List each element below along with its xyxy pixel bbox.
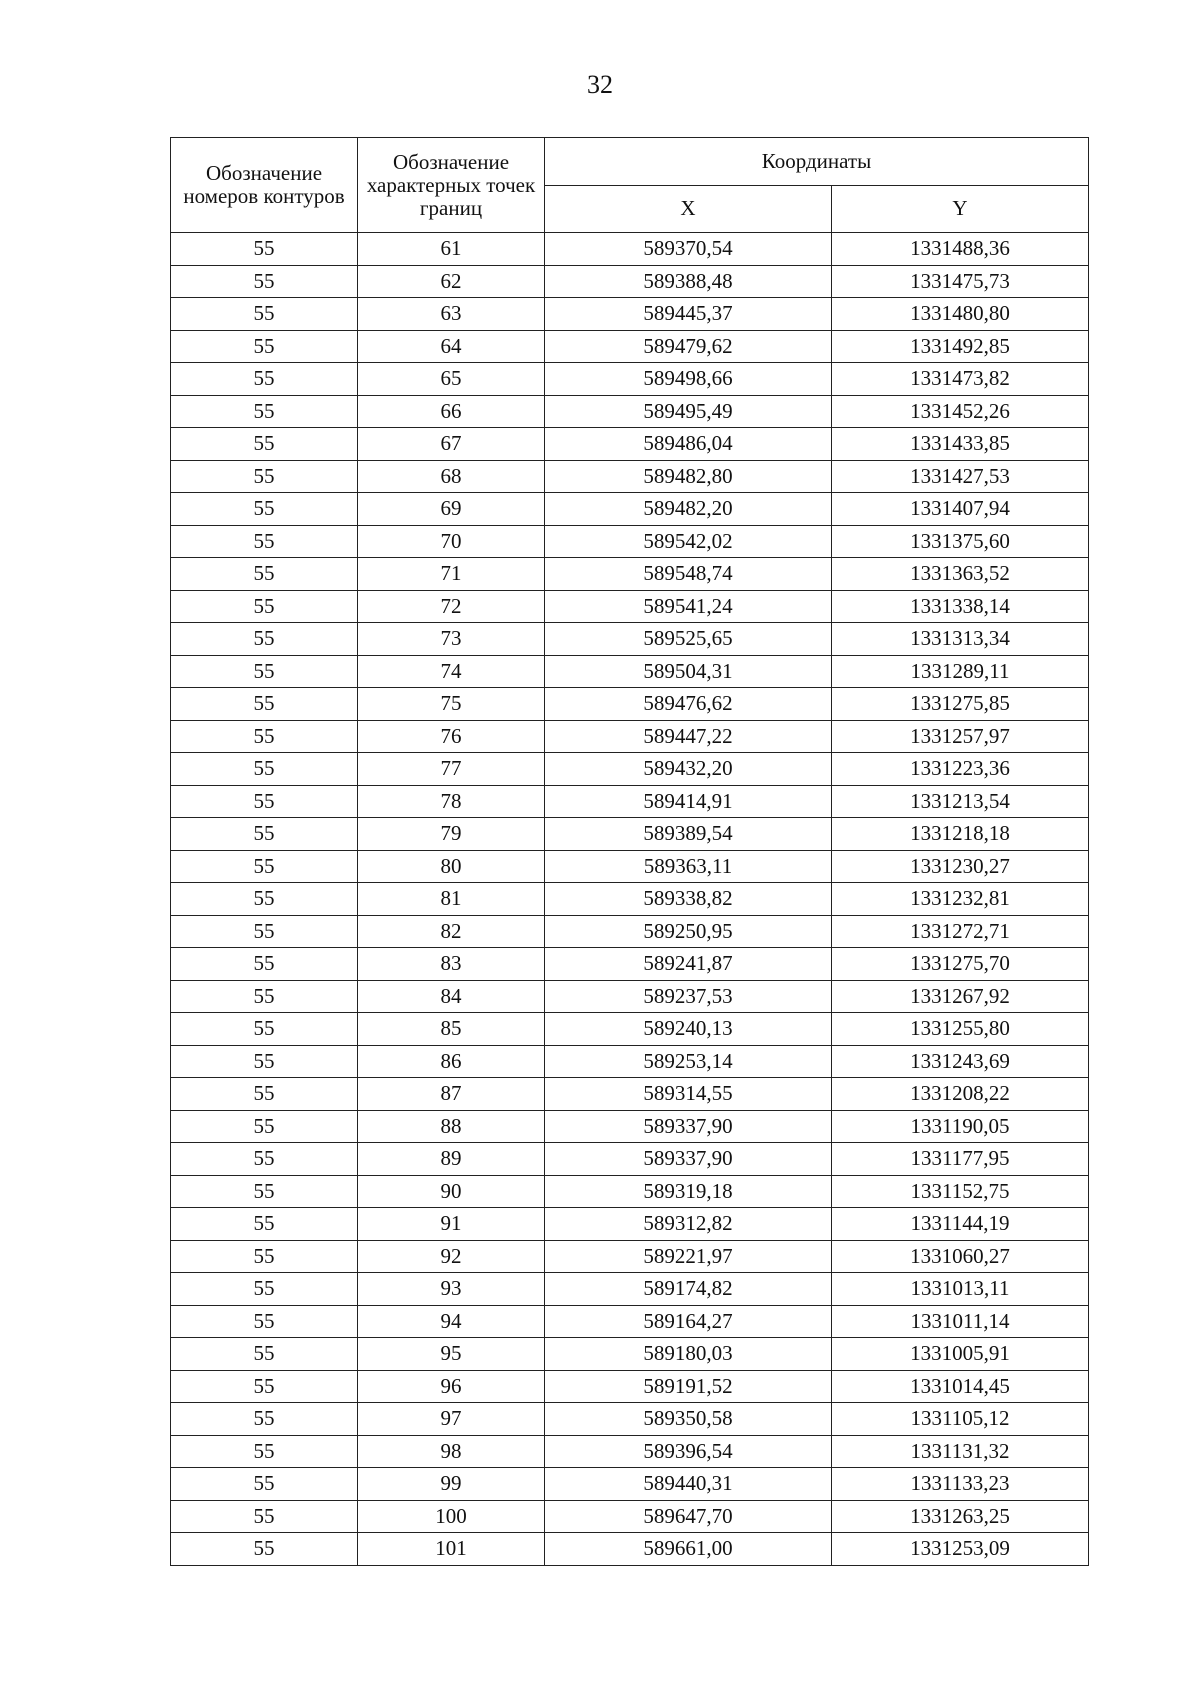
cell-x: 589241,87 bbox=[545, 948, 832, 981]
cell-contour: 55 bbox=[171, 1208, 358, 1241]
cell-x: 589338,82 bbox=[545, 883, 832, 916]
cell-contour: 55 bbox=[171, 623, 358, 656]
cell-x: 589253,14 bbox=[545, 1045, 832, 1078]
cell-point: 79 bbox=[358, 818, 545, 851]
cell-x: 589541,24 bbox=[545, 590, 832, 623]
table-row bbox=[171, 493, 1089, 526]
header-coordinates: Координаты bbox=[545, 138, 1089, 186]
cell-contour: 55 bbox=[171, 1273, 358, 1306]
cell-contour: 55 bbox=[171, 1403, 358, 1436]
cell-point: 96 bbox=[358, 1370, 545, 1403]
cell-y: 1331492,85 bbox=[832, 330, 1089, 363]
cell-y: 1331011,14 bbox=[832, 1305, 1089, 1338]
cell-point: 70 bbox=[358, 525, 545, 558]
table-row bbox=[171, 1110, 1089, 1143]
cell-y: 1331363,52 bbox=[832, 558, 1089, 591]
table-row bbox=[171, 948, 1089, 981]
table-row bbox=[171, 1435, 1089, 1468]
cell-point: 89 bbox=[358, 1143, 545, 1176]
cell-y: 1331407,94 bbox=[832, 493, 1089, 526]
cell-point: 75 bbox=[358, 688, 545, 721]
cell-point: 101 bbox=[358, 1533, 545, 1566]
table-row bbox=[171, 363, 1089, 396]
table-row bbox=[171, 980, 1089, 1013]
cell-x: 589447,22 bbox=[545, 720, 832, 753]
table-row bbox=[171, 1078, 1089, 1111]
cell-contour: 55 bbox=[171, 785, 358, 818]
cell-x: 589476,62 bbox=[545, 688, 832, 721]
cell-contour: 55 bbox=[171, 493, 358, 526]
cell-contour: 55 bbox=[171, 1013, 358, 1046]
cell-x: 589337,90 bbox=[545, 1143, 832, 1176]
cell-y: 1331452,26 bbox=[832, 395, 1089, 428]
cell-x: 589498,66 bbox=[545, 363, 832, 396]
cell-y: 1331375,60 bbox=[832, 525, 1089, 558]
cell-x: 589164,27 bbox=[545, 1305, 832, 1338]
cell-point: 64 bbox=[358, 330, 545, 363]
table-row bbox=[171, 1370, 1089, 1403]
table-row bbox=[171, 1338, 1089, 1371]
cell-point: 74 bbox=[358, 655, 545, 688]
cell-point: 72 bbox=[358, 590, 545, 623]
cell-y: 1331275,70 bbox=[832, 948, 1089, 981]
table-row bbox=[171, 720, 1089, 753]
cell-x: 589542,02 bbox=[545, 525, 832, 558]
cell-x: 589495,49 bbox=[545, 395, 832, 428]
cell-y: 1331275,85 bbox=[832, 688, 1089, 721]
page-number: 32 bbox=[587, 70, 613, 99]
cell-point: 66 bbox=[358, 395, 545, 428]
cell-x: 589350,58 bbox=[545, 1403, 832, 1436]
cell-point: 95 bbox=[358, 1338, 545, 1371]
cell-point: 84 bbox=[358, 980, 545, 1013]
cell-y: 1331218,18 bbox=[832, 818, 1089, 851]
cell-y: 1331005,91 bbox=[832, 1338, 1089, 1371]
table-row bbox=[171, 265, 1089, 298]
cell-contour: 55 bbox=[171, 1143, 358, 1176]
table-row bbox=[171, 395, 1089, 428]
cell-contour: 55 bbox=[171, 298, 358, 331]
table-row bbox=[171, 558, 1089, 591]
cell-point: 80 bbox=[358, 850, 545, 883]
cell-y: 1331177,95 bbox=[832, 1143, 1089, 1176]
table-row bbox=[171, 623, 1089, 656]
table-row bbox=[171, 525, 1089, 558]
cell-y: 1331013,11 bbox=[832, 1273, 1089, 1306]
table-row bbox=[171, 1305, 1089, 1338]
cell-y: 1331480,80 bbox=[832, 298, 1089, 331]
cell-point: 90 bbox=[358, 1175, 545, 1208]
cell-point: 67 bbox=[358, 428, 545, 461]
cell-y: 1331473,82 bbox=[832, 363, 1089, 396]
cell-point: 77 bbox=[358, 753, 545, 786]
cell-point: 83 bbox=[358, 948, 545, 981]
cell-contour: 55 bbox=[171, 590, 358, 623]
cell-contour: 55 bbox=[171, 1305, 358, 1338]
cell-point: 88 bbox=[358, 1110, 545, 1143]
cell-y: 1331243,69 bbox=[832, 1045, 1089, 1078]
table-row bbox=[171, 915, 1089, 948]
cell-contour: 55 bbox=[171, 818, 358, 851]
cell-x: 589548,74 bbox=[545, 558, 832, 591]
cell-x: 589486,04 bbox=[545, 428, 832, 461]
table-row bbox=[171, 883, 1089, 916]
cell-y: 1331475,73 bbox=[832, 265, 1089, 298]
cell-point: 86 bbox=[358, 1045, 545, 1078]
cell-contour: 55 bbox=[171, 1110, 358, 1143]
header-x: X bbox=[545, 185, 832, 233]
table-row bbox=[171, 233, 1089, 266]
table-row bbox=[171, 298, 1089, 331]
cell-point: 100 bbox=[358, 1500, 545, 1533]
cell-y: 1331152,75 bbox=[832, 1175, 1089, 1208]
cell-x: 589647,70 bbox=[545, 1500, 832, 1533]
cell-contour: 55 bbox=[171, 720, 358, 753]
cell-contour: 55 bbox=[171, 1500, 358, 1533]
cell-contour: 55 bbox=[171, 655, 358, 688]
header-y: Y bbox=[832, 185, 1089, 233]
cell-x: 589479,62 bbox=[545, 330, 832, 363]
table-row bbox=[171, 1143, 1089, 1176]
cell-x: 589504,31 bbox=[545, 655, 832, 688]
table-row bbox=[171, 753, 1089, 786]
table-row bbox=[171, 1013, 1089, 1046]
table-row bbox=[171, 460, 1089, 493]
cell-contour: 55 bbox=[171, 1078, 358, 1111]
table-row bbox=[171, 1273, 1089, 1306]
cell-contour: 55 bbox=[171, 980, 358, 1013]
cell-x: 589237,53 bbox=[545, 980, 832, 1013]
table-body bbox=[171, 233, 1089, 1566]
table-row bbox=[171, 590, 1089, 623]
cell-y: 1331427,53 bbox=[832, 460, 1089, 493]
cell-contour: 55 bbox=[171, 460, 358, 493]
cell-contour: 55 bbox=[171, 915, 358, 948]
cell-point: 63 bbox=[358, 298, 545, 331]
cell-y: 1331230,27 bbox=[832, 850, 1089, 883]
cell-y: 1331014,45 bbox=[832, 1370, 1089, 1403]
cell-contour: 55 bbox=[171, 558, 358, 591]
cell-x: 589337,90 bbox=[545, 1110, 832, 1143]
cell-x: 589314,55 bbox=[545, 1078, 832, 1111]
cell-contour: 55 bbox=[171, 1338, 358, 1371]
cell-x: 589191,52 bbox=[545, 1370, 832, 1403]
cell-x: 589370,54 bbox=[545, 233, 832, 266]
cell-contour: 55 bbox=[171, 265, 358, 298]
cell-contour: 55 bbox=[171, 688, 358, 721]
cell-point: 73 bbox=[358, 623, 545, 656]
cell-x: 589180,03 bbox=[545, 1338, 832, 1371]
cell-x: 589388,48 bbox=[545, 265, 832, 298]
cell-x: 589240,13 bbox=[545, 1013, 832, 1046]
cell-point: 85 bbox=[358, 1013, 545, 1046]
cell-contour: 55 bbox=[171, 395, 358, 428]
cell-x: 589363,11 bbox=[545, 850, 832, 883]
table-row bbox=[171, 655, 1089, 688]
coordinates-table bbox=[170, 137, 1089, 1566]
cell-contour: 55 bbox=[171, 1468, 358, 1501]
cell-x: 589396,54 bbox=[545, 1435, 832, 1468]
cell-x: 589432,20 bbox=[545, 753, 832, 786]
table-row bbox=[171, 1175, 1089, 1208]
cell-contour: 55 bbox=[171, 753, 358, 786]
cell-point: 93 bbox=[358, 1273, 545, 1306]
cell-point: 78 bbox=[358, 785, 545, 818]
cell-x: 589440,31 bbox=[545, 1468, 832, 1501]
cell-contour: 55 bbox=[171, 363, 358, 396]
cell-contour: 55 bbox=[171, 330, 358, 363]
cell-x: 589525,65 bbox=[545, 623, 832, 656]
cell-y: 1331213,54 bbox=[832, 785, 1089, 818]
cell-y: 1331338,14 bbox=[832, 590, 1089, 623]
cell-point: 71 bbox=[358, 558, 545, 591]
cell-point: 69 bbox=[358, 493, 545, 526]
cell-contour: 55 bbox=[171, 1175, 358, 1208]
cell-y: 1331190,05 bbox=[832, 1110, 1089, 1143]
table-row bbox=[171, 1045, 1089, 1078]
cell-y: 1331208,22 bbox=[832, 1078, 1089, 1111]
cell-point: 61 bbox=[358, 233, 545, 266]
cell-x: 589319,18 bbox=[545, 1175, 832, 1208]
cell-point: 87 bbox=[358, 1078, 545, 1111]
cell-y: 1331144,19 bbox=[832, 1208, 1089, 1241]
cell-y: 1331255,80 bbox=[832, 1013, 1089, 1046]
cell-y: 1331488,36 bbox=[832, 233, 1089, 266]
cell-contour: 55 bbox=[171, 428, 358, 461]
cell-x: 589389,54 bbox=[545, 818, 832, 851]
cell-y: 1331131,32 bbox=[832, 1435, 1089, 1468]
cell-point: 91 bbox=[358, 1208, 545, 1241]
cell-y: 1331253,09 bbox=[832, 1533, 1089, 1566]
table-row bbox=[171, 785, 1089, 818]
cell-y: 1331289,11 bbox=[832, 655, 1089, 688]
cell-y: 1331232,81 bbox=[832, 883, 1089, 916]
cell-contour: 55 bbox=[171, 883, 358, 916]
cell-x: 589445,37 bbox=[545, 298, 832, 331]
cell-point: 76 bbox=[358, 720, 545, 753]
cell-point: 62 bbox=[358, 265, 545, 298]
cell-point: 68 bbox=[358, 460, 545, 493]
cell-point: 98 bbox=[358, 1435, 545, 1468]
cell-y: 1331060,27 bbox=[832, 1240, 1089, 1273]
cell-x: 589250,95 bbox=[545, 915, 832, 948]
cell-contour: 55 bbox=[171, 233, 358, 266]
cell-point: 65 bbox=[358, 363, 545, 396]
cell-y: 1331433,85 bbox=[832, 428, 1089, 461]
header-boundary-points: Обозначение характерных точек границ bbox=[358, 138, 545, 233]
cell-x: 589174,82 bbox=[545, 1273, 832, 1306]
cell-contour: 55 bbox=[171, 1370, 358, 1403]
cell-y: 1331267,92 bbox=[832, 980, 1089, 1013]
cell-x: 589221,97 bbox=[545, 1240, 832, 1273]
cell-x: 589414,91 bbox=[545, 785, 832, 818]
cell-contour: 55 bbox=[171, 1435, 358, 1468]
cell-y: 1331263,25 bbox=[832, 1500, 1089, 1533]
table-row bbox=[171, 1403, 1089, 1436]
table-row bbox=[171, 1208, 1089, 1241]
table-row bbox=[171, 688, 1089, 721]
cell-x: 589482,20 bbox=[545, 493, 832, 526]
cell-point: 82 bbox=[358, 915, 545, 948]
cell-contour: 55 bbox=[171, 948, 358, 981]
cell-contour: 55 bbox=[171, 1045, 358, 1078]
cell-y: 1331257,97 bbox=[832, 720, 1089, 753]
cell-x: 589482,80 bbox=[545, 460, 832, 493]
cell-y: 1331313,34 bbox=[832, 623, 1089, 656]
cell-point: 99 bbox=[358, 1468, 545, 1501]
cell-contour: 55 bbox=[171, 1533, 358, 1566]
cell-y: 1331105,12 bbox=[832, 1403, 1089, 1436]
table-row bbox=[171, 1500, 1089, 1533]
table-header bbox=[171, 138, 1089, 233]
cell-x: 589661,00 bbox=[545, 1533, 832, 1566]
table-row bbox=[171, 428, 1089, 461]
table-row bbox=[171, 1240, 1089, 1273]
table-row bbox=[171, 1468, 1089, 1501]
table-row bbox=[171, 1533, 1089, 1566]
cell-x: 589312,82 bbox=[545, 1208, 832, 1241]
table-row bbox=[171, 850, 1089, 883]
table-row bbox=[171, 330, 1089, 363]
cell-y: 1331272,71 bbox=[832, 915, 1089, 948]
cell-y: 1331223,36 bbox=[832, 753, 1089, 786]
header-contour-number: Обозначение номеров контуров bbox=[171, 138, 358, 233]
cell-point: 97 bbox=[358, 1403, 545, 1436]
cell-contour: 55 bbox=[171, 850, 358, 883]
cell-contour: 55 bbox=[171, 525, 358, 558]
cell-point: 92 bbox=[358, 1240, 545, 1273]
table-row bbox=[171, 818, 1089, 851]
cell-point: 81 bbox=[358, 883, 545, 916]
cell-contour: 55 bbox=[171, 1240, 358, 1273]
cell-point: 94 bbox=[358, 1305, 545, 1338]
cell-y: 1331133,23 bbox=[832, 1468, 1089, 1501]
